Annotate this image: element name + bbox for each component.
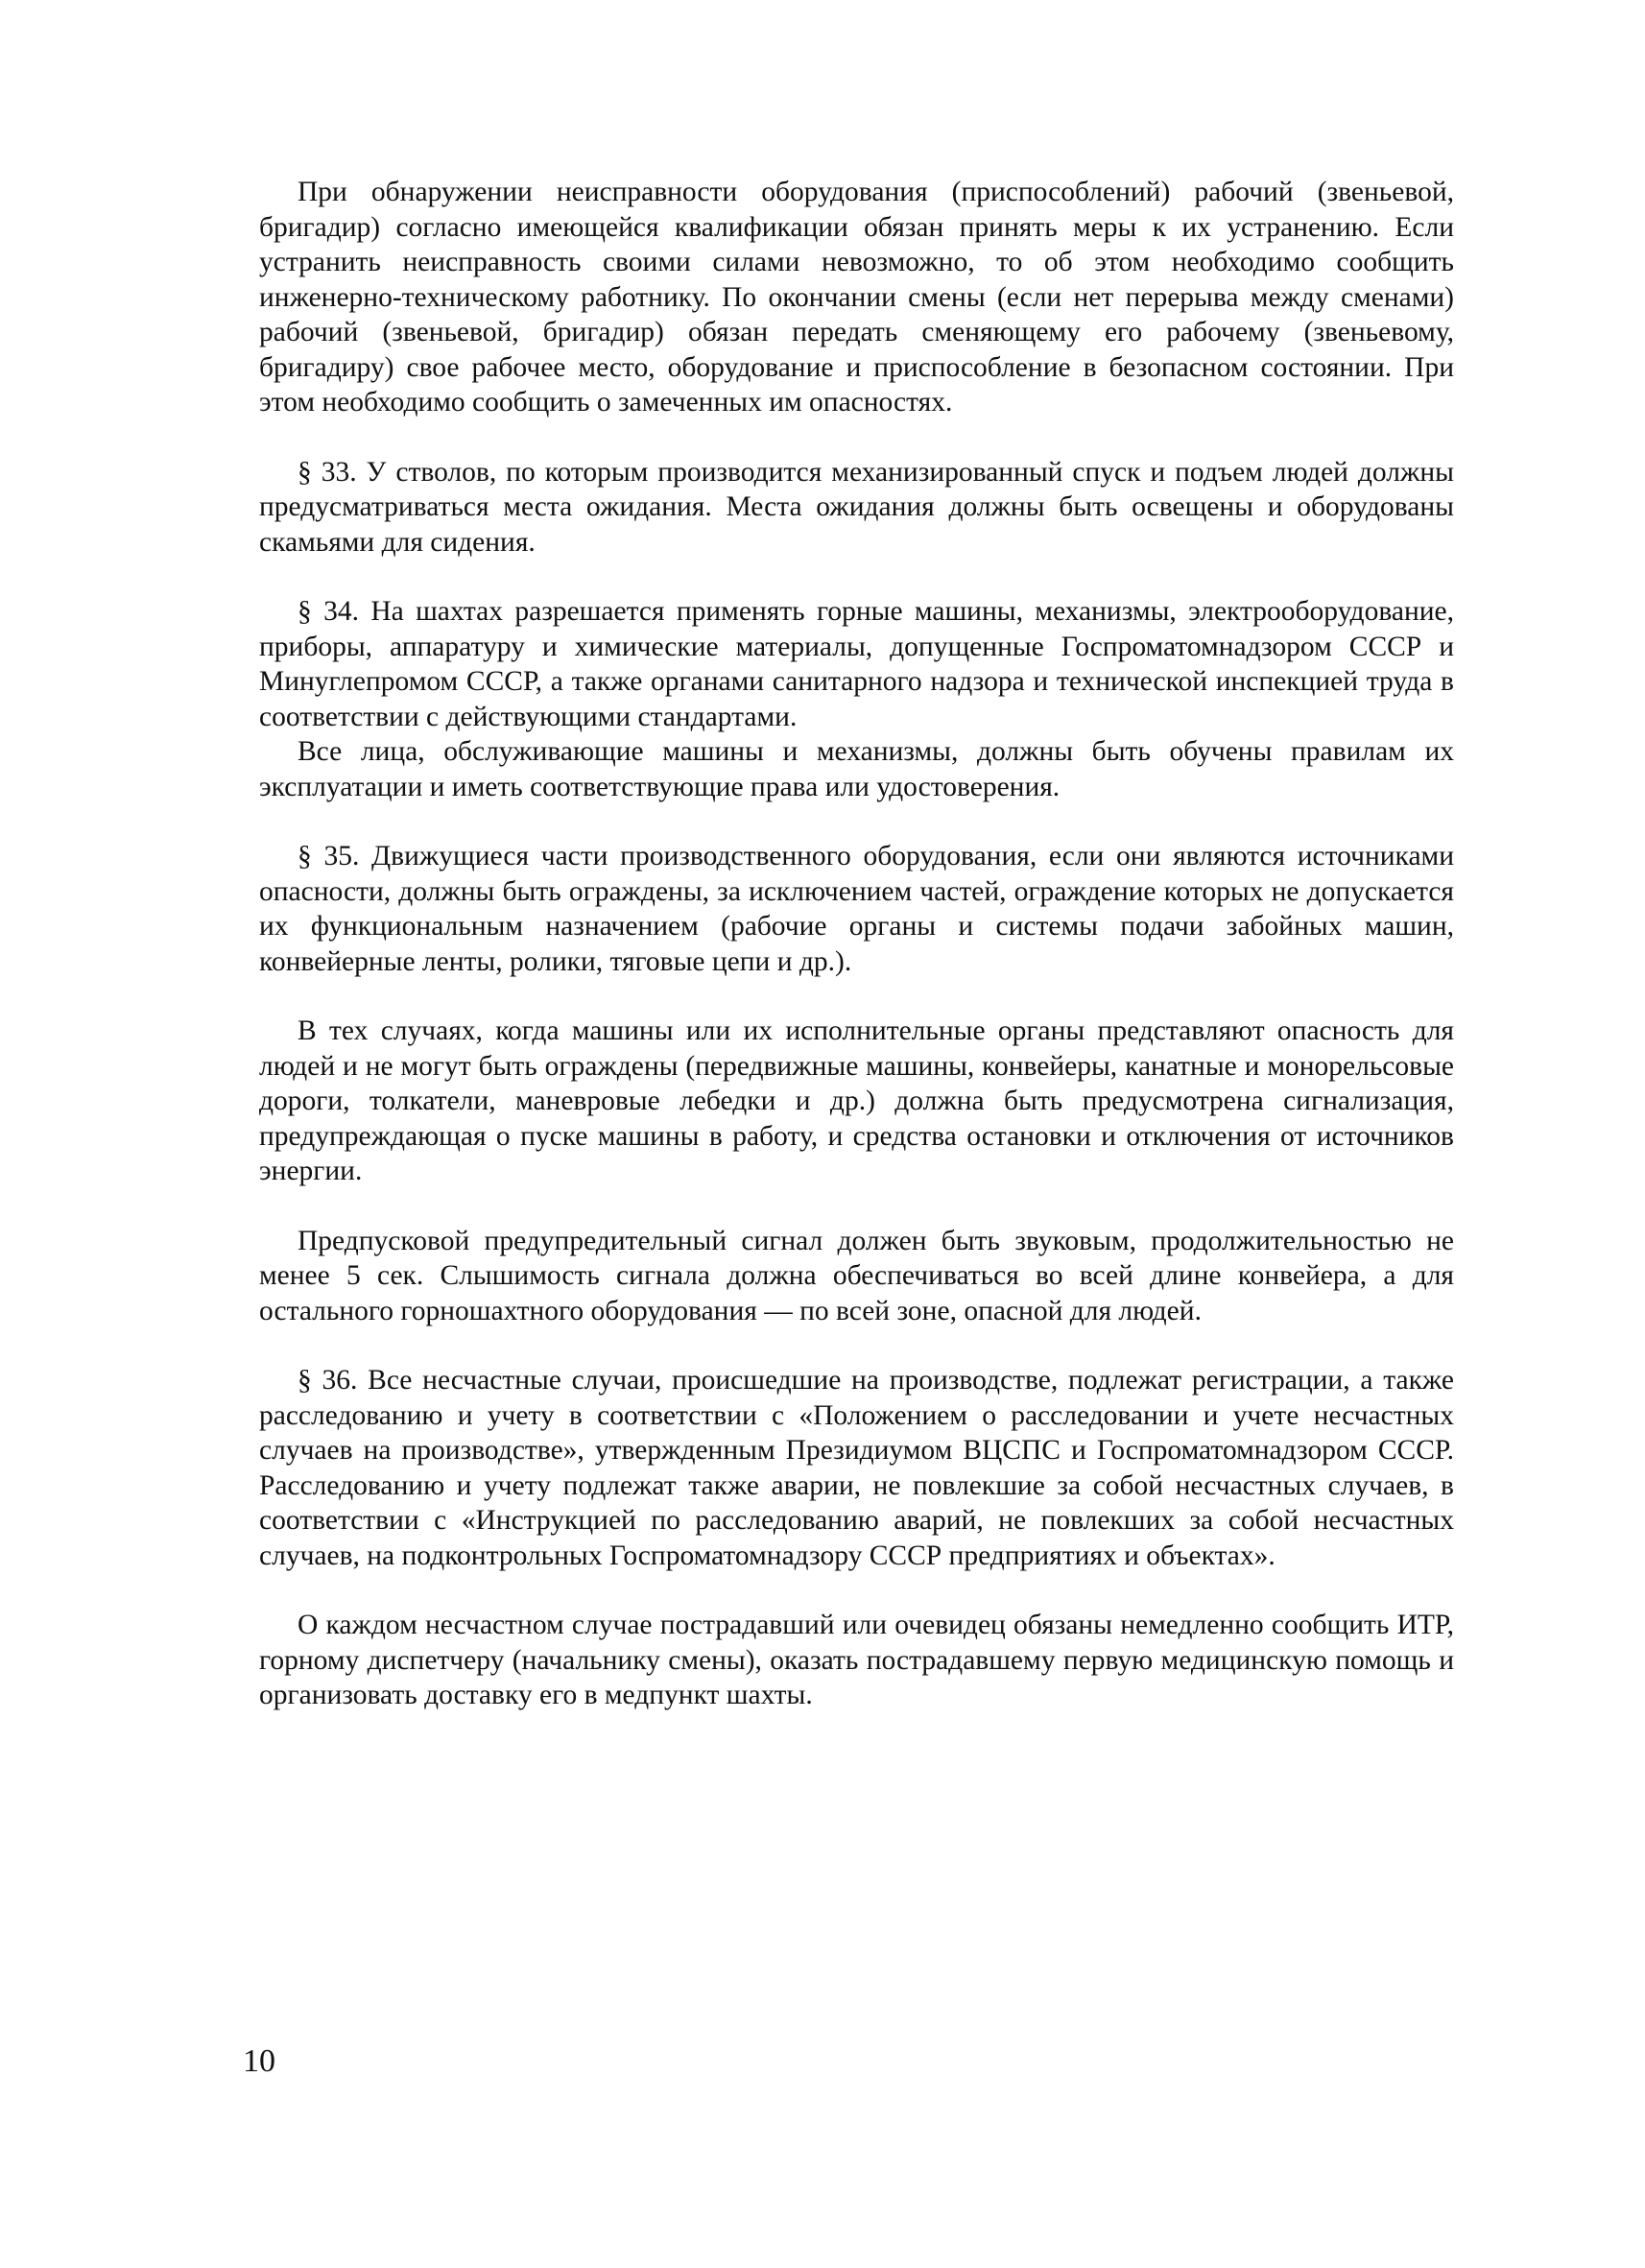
page-number: 10: [243, 2043, 275, 2079]
page-body: [259, 175, 1454, 1713]
paragraph-section-34: § 34. На шахтах разрешается применять горные машины, механизмы, электрооборудование, приборы, аппаратуру и химические материалы, допущенные Госпроматомнадзором СССР и Минуглепромом СССР, а также органами санитарного надзора и технической инспекцией труда в соответствии с действующими стандартами.: [259, 596, 1454, 732]
paragraph-section-35: § 35. Движущиеся части производственного оборудования, если они являются источниками опасности, должны быть ограждены, за исключением частей, ограждение которых не допускается их функциональным назначением (рабочие органы и системы подачи забойных машин, конвейерные ленты, ролики, тяговые цепи и др.).: [259, 841, 1454, 977]
paragraph-operator-training: Все лица, обслуживающие машины и механизмы, должны быть обучены правилам их эксплуатации и иметь соответствующие права или удостоверения.: [259, 736, 1454, 802]
paragraph-accident-reporting: О каждом несчастном случае пострадавший или очевидец обязаны немедленно сообщить ИТР, горному диспетчеру (начальнику смены), оказать пострадавшему первую медицинскую помощь и организовать доставку его в медпункт шахты.: [259, 1610, 1454, 1710]
paragraph-obligations-on-fault: При обнаружении неисправности оборудования (приспособлений) рабочий (звеньевой, бригадир) согласно имеющейся квалификации обязан принять меры к их устранению. Если устранить неисправность своими силами невозможно, то об этом необходимо сообщить инженерно-техническому работнику. По окончании смены (если нет перерыва между сменами) рабочий (звеньевой, бригадир) обязан передать сменяющему его рабочему (звеньевому, бригадиру) свое рабочее место, оборудование и приспособление в безопасном состоянии. При этом необходимо сообщить о замеченных им опасностях.: [259, 177, 1454, 418]
paragraph-prestart-signal: Предпусковой предупредительный сигнал должен быть звуковым, продолжительностью не менее 5 сек. Слышимость сигнала должна обеспечиваться во всей длине конвейера, а для остального горношахтного оборудования — по всей зоне, опасной для людей.: [259, 1225, 1454, 1326]
paragraph-section-36: § 36. Все несчастные случаи, происшедшие на производстве, подлежат регистрации, а также расследованию и учету в соответствии с «Положением о расследовании и учете несчастных случаев на производстве», утвержденным Президиумом ВЦСПС и Госпроматомнадзором СССР. Расследованию и учету подлежат также аварии, не повлекшие за собой несчастных случаев, в соответствии с «Инструкцией по расследованию аварий, не повлекших за собой несчастных случаев, на подконтрольных Госпроматомнадзору СССР предприятиях и объектах».: [259, 1365, 1454, 1571]
paragraph-section-33: § 33. У стволов, по которым производится механизированный спуск и подъем людей должны предусматриваться места ожидания. Места ожидания должны быть освещены и оборудованы скамьями для сидения.: [259, 456, 1454, 558]
paragraph-signalling: В тех случаях, когда машины или их исполнительные органы представляют опасность для людей и не могут быть ограждены (передвижные машины, конвейеры, канатные и монорельсовые дороги, толкатели, маневровые лебедки и др.) должна быть предусмотрена сигнализация, предупреждающая о пуске машины в работу, и средства остановки и отключения от источников энергии.: [259, 1015, 1454, 1186]
